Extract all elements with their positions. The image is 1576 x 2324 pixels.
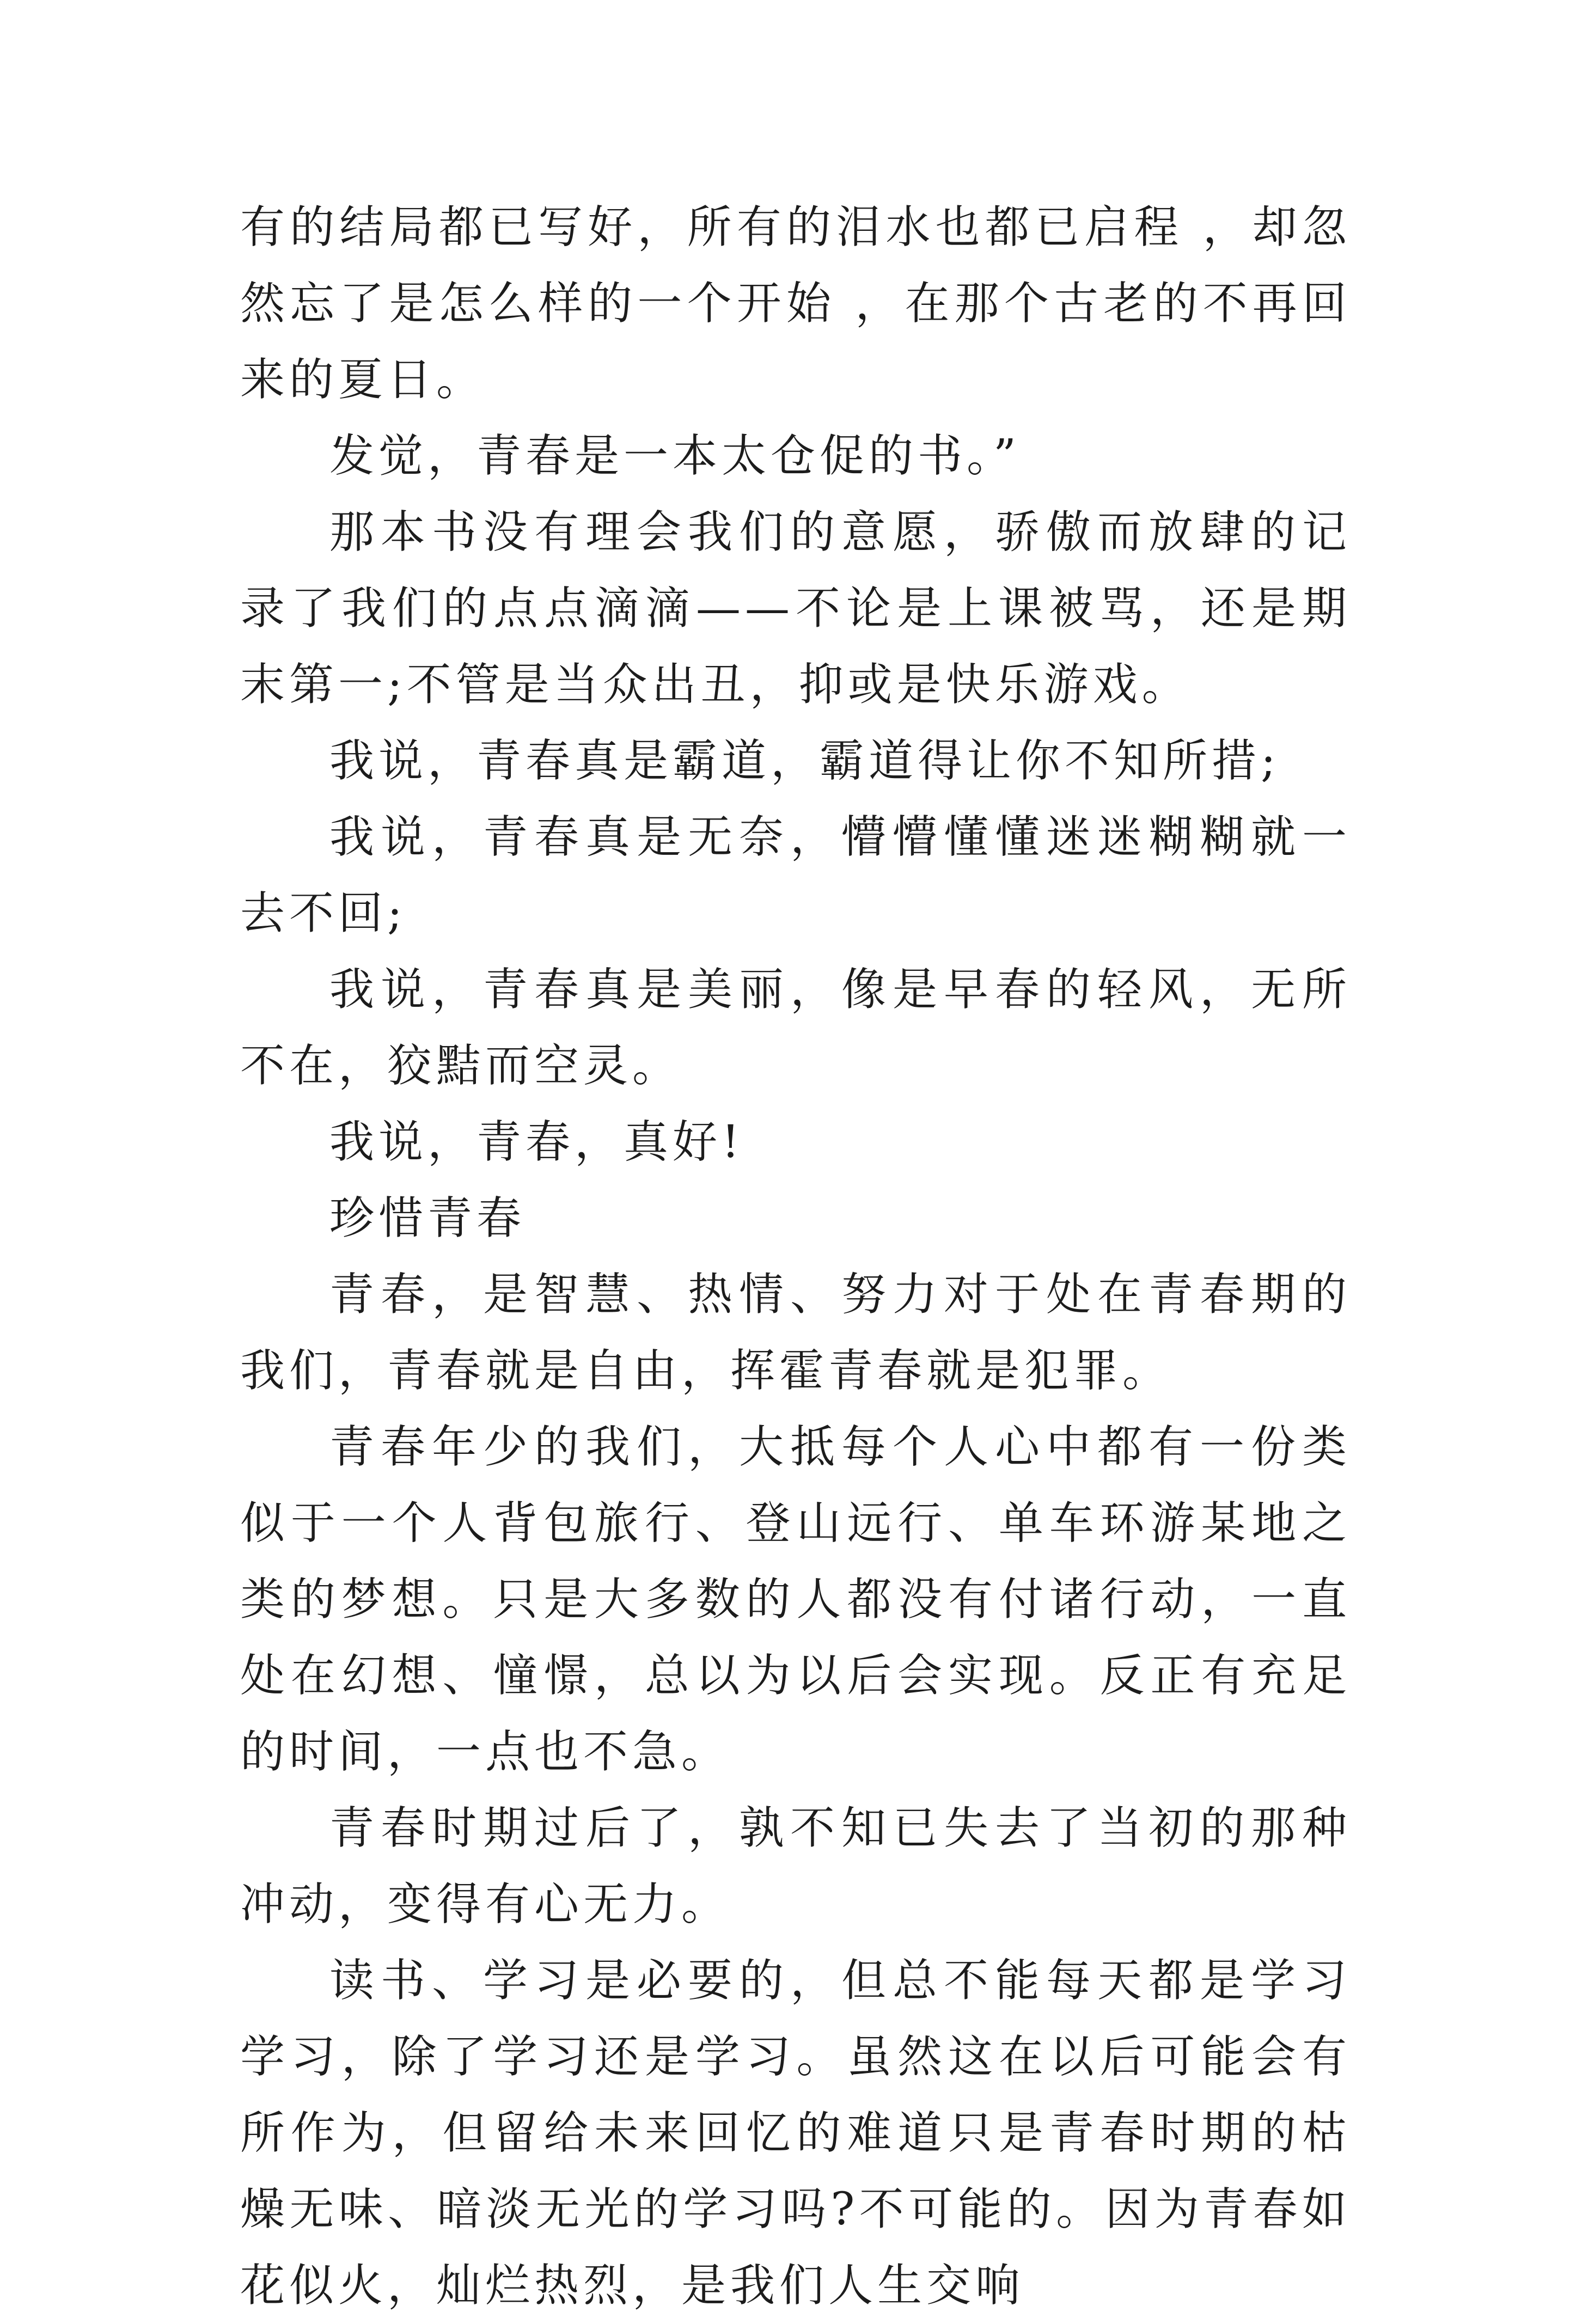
paragraph-continued: 有的结局都已写好，所有的泪水也都已启程 ，却忽然忘了是怎么样的一个开始 ，在那个古老的不再回来的夏日。	[240, 201, 1351, 406]
paragraph: 那本书没有理会我们的意愿，骄傲而放肆的记录了我们的点点滴滴——不论是上课被骂，还是期末第一;不管是当众出丑，抑或是快乐游戏。	[240, 506, 1351, 711]
paragraph: 我说，青春，真好!	[329, 1116, 744, 1168]
paragraph: 我说，青春真是霸道，霸道得让你不知所措;	[329, 735, 1280, 787]
paragraph: 青春，是智慧、热情、努力对于处在青春期的我们，青春就是自由，挥霍青春就是犯罪。	[240, 1269, 1351, 1397]
section-heading: 珍惜青春	[329, 1192, 526, 1244]
paragraph: 青春时期过后了，孰不知已失去了当初的那种冲动，变得有心无力。	[240, 1802, 1351, 1930]
paragraph: 青春年少的我们，大抵每个人心中都有一份类似于一个人背包旅行、登山远行、单车环游某地之类的梦想。只是大多数的人都没有付诸行动，一直处在幻想、憧憬，总以为以后会实现。反正有充足的时间，一点也不急。	[240, 1421, 1351, 1778]
body-text	[240, 189, 1351, 2324]
paragraph: 读书、学习是必要的，但总不能每天都是学习学习，除了学习还是学习。虽然这在以后可能会有所作为，但留给未来回忆的难道只是青春时期的枯燥无味、暗淡无光的学习吗?不可能的。因为青春如花似火，灿烂热烈，是我们人生交响	[240, 1955, 1351, 2311]
paragraph: 发觉，青春是一本太仓促的书。”	[329, 430, 1021, 482]
paragraph: 我说，青春真是无奈，懵懵懂懂迷迷糊糊就一去不回;	[240, 811, 1351, 939]
paragraph: 我说，青春真是美丽，像是早春的轻风，无所不在，狡黠而空灵。	[240, 964, 1351, 1092]
